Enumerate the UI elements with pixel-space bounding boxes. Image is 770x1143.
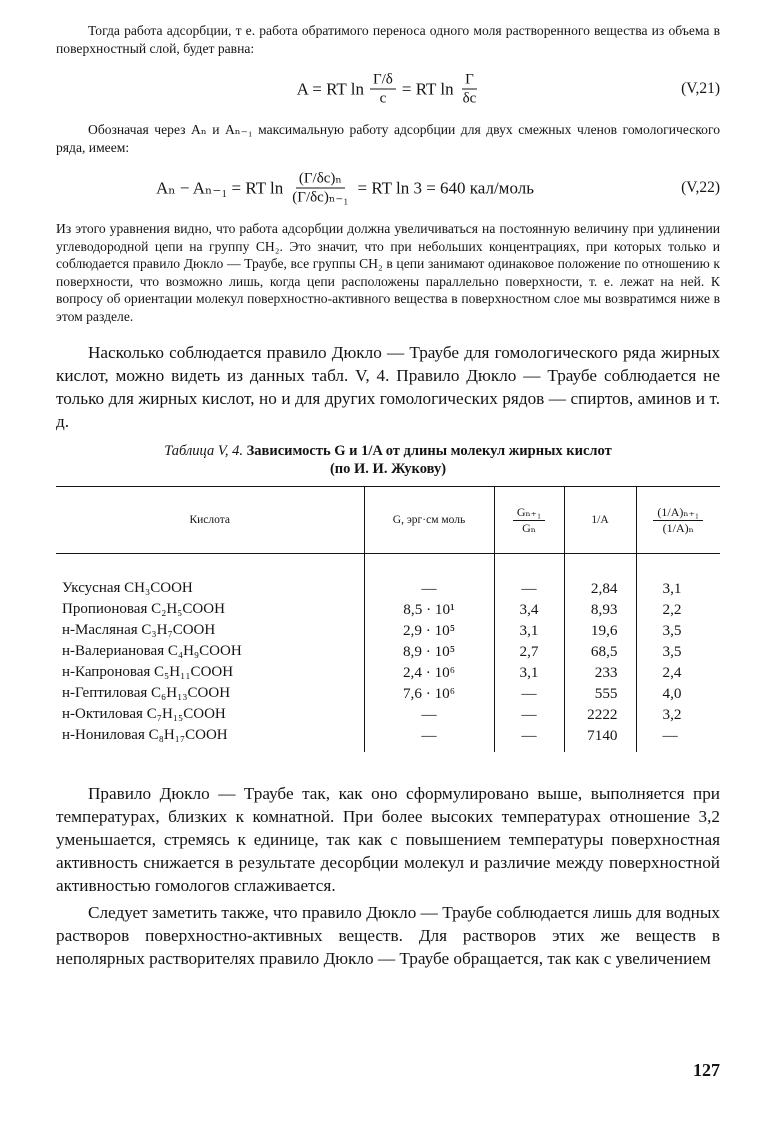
paragraph-fatty-acids: Насколько соблюдается правило Дюкло — Траубе для гомологического ряда жирных кислот, можно видеть из данных табл. V, 4. Правило Дюкло — Траубе соблюдается не только для жирных кислот, но и для других гомологических рядов — спиртов, аминов и т. д. [56,343,720,431]
header-a-ratio [636,487,720,554]
table-caption-source: (по И. И. Жукову) [329,461,447,477]
cell-acid: н-Валериановая C₄H₉COOH [62,643,242,659]
equation-v22 [56,156,720,220]
header-acid: Кислота [56,487,364,554]
eq21-fraction-2 [460,71,480,108]
page-number: 127 [693,1060,720,1080]
cell-g: 8,9 · 10⁵ [364,641,494,662]
cell-acid: Пропионовая C₂H₅COOH [62,601,225,617]
cell-a-ratio: 2,2 [636,599,720,620]
header-a-ratio-num: (1/A)ₙ₊₁ [653,505,703,521]
paragraph-solvents: Следует заметить также, что правило Дюкло — Траубе соблюдается лишь для водных растворов поверхностно-активных веществ. Для растворов этих же веществ в неполярных растворителях правило Дюкло — Траубе обращается, так как с увеличением [56,903,720,968]
eq21-den2: δc [462,90,477,107]
eq22-number: (V,22) [681,179,720,196]
eq22-den: (Γ/δc)ₙ₋₁ [292,189,349,206]
cell-a-ratio: 3,5 [636,641,720,662]
eq21-den1: c [379,90,387,107]
cell-g-ratio: 2,7 [494,641,564,662]
eq21-number: (V,21) [681,80,720,97]
cell-inv-a: 68,5 [564,641,636,662]
header-g-ratio [494,487,564,554]
cell-acid: н-Капроновая C₅H₁₁COOH [62,664,234,680]
eq22-num: (Γ/δc)ₙ [296,170,345,189]
cell-a-ratio: 3,2 [636,704,720,725]
header-a-ratio-den: (1/A)ₙ [662,520,694,535]
eq21-num2: Γ [462,71,477,90]
cell-a-ratio: 4,0 [636,683,720,704]
cell-g-ratio: — [494,683,564,704]
cell-g: — [364,704,494,725]
table-caption-label: Таблица V, 4. [164,443,243,459]
cell-g: — [364,725,494,752]
header-g-ratio-den: Gₙ [522,520,536,535]
cell-a-ratio: 2,4 [636,662,720,683]
cell-inv-a: 19,6 [564,620,636,641]
table-row [56,641,720,662]
header-inv-a: 1/A [564,487,636,554]
equation-v21 [56,57,720,121]
cell-acid: н-Гептиловая C₆H₁₃COOH [62,685,231,701]
cell-g: 2,9 · 10⁵ [364,620,494,641]
cell-acid: н-Октиловая C₇H₁₅COOH [62,706,226,722]
table-row [56,599,720,620]
cell-g: 7,6 · 10⁶ [364,683,494,704]
cell-g-ratio: 3,1 [494,662,564,683]
cell-acid: н-Нониловая C₈H₁₇COOH [62,727,228,743]
cell-g: 8,5 · 10¹ [364,599,494,620]
header-g: G, эрг·см моль [364,487,494,554]
cell-g-ratio: — [494,725,564,752]
cell-inv-a: 555 [564,683,636,704]
page [56,22,720,970]
cell-g-ratio: 3,4 [494,599,564,620]
eq22-rhs: = RT ln 3 = 640 кал/моль [357,178,534,197]
cell-inv-a: 2222 [564,704,636,725]
eq21-mid: = RT ln [401,79,454,98]
cell-inv-a: 233 [564,662,636,683]
cell-g-ratio: — [494,704,564,725]
paragraph-notation: Обозначая через Aₙ и Aₙ₋₁ максимальную работу адсорбции для двух смежных членов гомологического ряда, имеем: [56,122,720,155]
cell-g: — [364,554,494,600]
eq21-num1: Γ/δ [370,71,396,90]
cell-g: 2,4 · 10⁶ [364,662,494,683]
eq21-lhs: A = RT ln [296,79,364,98]
cell-inv-a: 2,84 [564,554,636,600]
paragraph-intro: Тогда работа адсорбции, т е. работа обратимого переноса одного моля растворенного вещества из объема в поверхностный слой, будет равна: [56,23,720,56]
cell-acid: Уксусная CH₃COOH [62,580,193,596]
table-caption [56,442,720,478]
cell-a-ratio: 3,5 [636,620,720,641]
eq22-fraction [289,170,351,207]
cell-a-ratio: 3,1 [636,554,720,600]
cell-acid: н-Масляная C₃H₇COOH [62,622,216,638]
table-row [56,662,720,683]
table-header-row [56,487,720,554]
cell-inv-a: 8,93 [564,599,636,620]
table-row [56,683,720,704]
eq21-fraction-1 [370,71,396,108]
cell-g-ratio: — [494,554,564,600]
cell-inv-a: 7140 [564,725,636,752]
paragraph-temperature: Правило Дюкло — Траубе так, как оно сформулировано выше, выполняется при температурах, близких к комнатной. При более высоких температурах отношение 3,2 уменьшается, стремясь к единице, так как с повышением температуры поверхностная активность снижается в результате десорбции молекул и различие между поверхностной активностью гомологов сглаживается. [56,784,720,895]
cell-a-ratio: — [636,725,720,752]
header-g-ratio-num: Gₙ₊₁ [513,505,545,521]
table-caption-text: Зависимость G и 1/A от длины молекул жирных кислот [246,443,612,459]
table-row [56,620,720,641]
table-row [56,554,720,600]
data-table [56,486,720,752]
table-row [56,725,720,752]
cell-g-ratio: 3,1 [494,620,564,641]
table-row [56,704,720,725]
paragraph-explanation: Из этого уравнения видно, что работа адсорбции должна увеличиваться на постоянную величину при удлинении углеводородной цепи на группу CH₂. Это значит, что при небольших концентрациях, при которых только и соблюдается правило Дюкло — Траубе, все группы CH₂ в цепи занимают одинаковое положение по отношению к поверхности, что возможно лишь, когда цепи расположены параллельно поверхности, т. е. лежат на ней. К вопросу об ориентации молекул поверхностно-активного вещества в поверхностном слое мы возвратимся ниже в этом разделе. [56,221,720,324]
eq22-lhs: Aₙ − Aₙ₋₁ = RT ln [156,178,284,197]
